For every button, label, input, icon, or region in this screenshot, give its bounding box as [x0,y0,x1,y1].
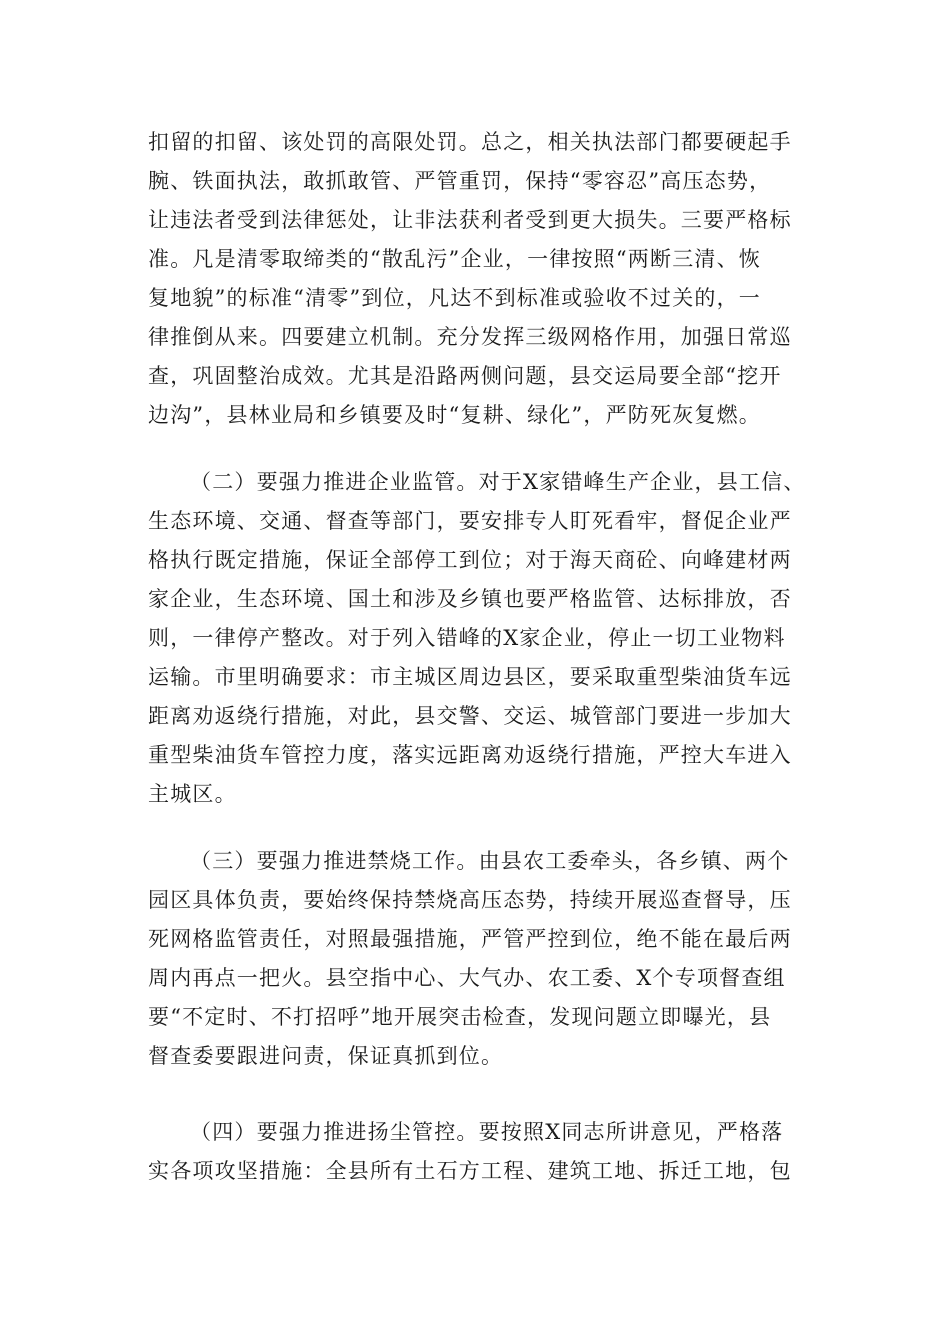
text-line: 律推倒从来。四要建立机制。充分发挥三级网格作用，加强日常巡 [148,325,792,349]
text-line: 生态环境、交通、督查等部门，要安排专人盯死看牢，督促企业严 [148,509,792,533]
text-line: 运输。市里明确要求：市主城区周边县区，要采取重型柴油货车远 [148,665,792,689]
text-line: 要“不定时、不打招呼”地开展突击检查，发现问题立即曝光，县 [148,1005,772,1029]
text-line: 复地貌”的标准“清零”到位，凡达不到标准或验收不过关的，一 [148,286,762,310]
text-line: 园区具体负责，要始终保持禁烧高压态势，持续开展巡查督导，压 [148,888,792,912]
text-line: 查，巩固整治成效。尤其是沿路两侧问题，县交运局要全部“挖开 [148,364,782,388]
text-line: 让违法者受到法律惩处，让非法获利者受到更大损失。三要严格标 [148,208,792,232]
text-line: 周内再点一把火。县空指中心、大气办、农工委、X个专项督查组 [148,966,786,990]
text-line: 督查委要跟进问责，保证真抓到位。 [148,1044,504,1068]
text-line: 腕、铁面执法，敢抓敢管、严管重罚，保持“零容忍”高压态势， [148,169,772,193]
text-line: 距离劝返绕行措施，对此，县交警、交运、城管部门要进一步加大 [148,704,792,728]
text-line: 死网格监管责任，对照最强措施，严管严控到位，绝不能在最后两 [148,927,792,951]
text-line: 实各项攻坚措施：全县所有土石方工程、建筑工地、拆迁工地，包 [148,1159,792,1183]
text-line: （四）要强力推进扬尘管控。要按照X同志所讲意见，严格落 [190,1120,784,1144]
text-line: 格执行既定措施，保证全部停工到位；对于海天商砼、向峰建材两 [148,548,792,572]
text-line: 扣留的扣留、该处罚的高限处罚。总之，相关执法部门都要硬起手 [148,130,792,154]
text-line: （二）要强力推进企业监管。对于X家错峰生产企业，县工信、 [190,470,806,494]
text-line: 主城区。 [148,782,237,806]
text-line: （三）要强力推进禁烧工作。由县农工委牵头，各乡镇、两个 [190,849,790,873]
text-line: 重型柴油货车管控力度，落实远距离劝返绕行措施，严控大车进入 [148,743,792,767]
text-line: 边沟”，县林业局和乡镇要及时“复耕、绿化”，严防死灰复燃。 [148,403,762,427]
text-line: 家企业，生态环境、国土和涉及乡镇也要严格监管、达标排放，否 [148,587,792,611]
text-line: 准。凡是清零取缔类的“散乱污”企业，一律按照“两断三清、恢 [148,247,762,271]
text-line: 则，一律停产整改。对于列入错峰的X家企业，停止一切工业物料 [148,626,786,650]
